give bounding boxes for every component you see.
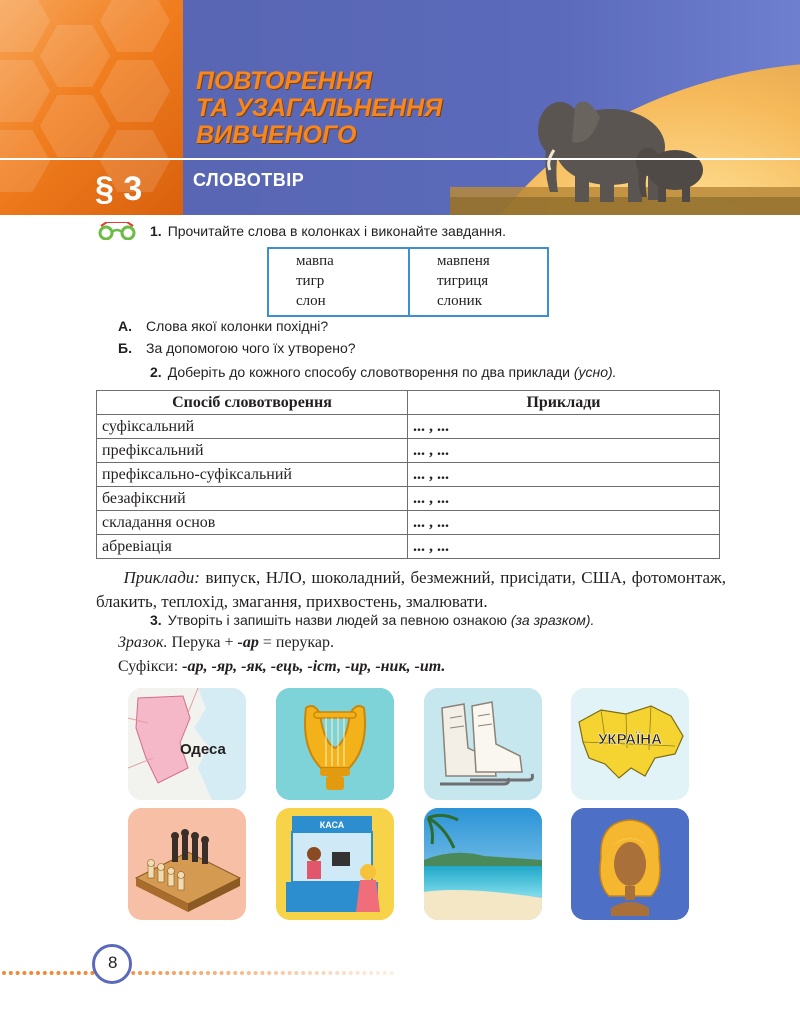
- footer-dot: [165, 971, 169, 975]
- suffixes-line: Суфікси: -ар, -яр, -як, -ець, -іст, -ир, -ник, -ит.: [118, 658, 446, 675]
- sea-beach-image: [424, 808, 542, 920]
- footer-dot: [192, 971, 196, 975]
- footer-dot: [22, 971, 26, 975]
- kasa-label: КАСА: [319, 820, 345, 830]
- footer-dot: [342, 971, 346, 975]
- footer-dot: [383, 971, 387, 975]
- footer-dot: [16, 971, 20, 975]
- table-row: префіксальний ... , ...: [97, 439, 720, 463]
- footer-dot: [43, 971, 47, 975]
- footer-dot: [84, 971, 88, 975]
- footer-dot: [145, 971, 149, 975]
- footer-dot: [70, 971, 74, 975]
- table-row: абревіація ... , ...: [97, 535, 720, 559]
- table-header-examples: Приклади: [408, 391, 720, 415]
- footer-dot: [152, 971, 156, 975]
- table-header-method: Спосіб словотворення: [97, 391, 408, 415]
- footer-dot: [220, 971, 224, 975]
- footer-dot: [390, 971, 394, 975]
- footer-dots: [0, 970, 400, 976]
- paragraph-number: § 3: [95, 170, 143, 208]
- footer-dot: [274, 971, 278, 975]
- footer-dot: [376, 971, 380, 975]
- footer-dot: [369, 971, 373, 975]
- lyre-image: [276, 688, 394, 800]
- footer-dot: [288, 971, 292, 975]
- chess-image: [128, 808, 246, 920]
- footer-dot: [77, 971, 81, 975]
- task-1-prompt: 1. Прочитайте слова в колонках і виконайте завдання.: [150, 223, 506, 239]
- footer-dot: [335, 971, 339, 975]
- cashier-image: [276, 808, 394, 920]
- header-divider: [0, 158, 800, 160]
- footer-dot: [29, 971, 33, 975]
- footer-dot: [9, 971, 13, 975]
- word-columns-box: [267, 247, 549, 317]
- examples-paragraph: Приклади: випуск, НЛО, шоколадний, безмежний, присідати, США, фотомонтаж, блакить, теплохід, змагання, прихвостень, змалювати.: [96, 568, 727, 611]
- footer-dot: [240, 971, 244, 975]
- footer-dot: [158, 971, 162, 975]
- footer-dot: [131, 971, 135, 975]
- footer-dot: [315, 971, 319, 975]
- footer-dot: [233, 971, 237, 975]
- footer-dot: [172, 971, 176, 975]
- table-row: суфіксальний ... , ...: [97, 415, 720, 439]
- section-subtitle: СЛОВОТВІР: [193, 170, 305, 190]
- skates-image: [424, 688, 542, 800]
- footer-dot: [179, 971, 183, 975]
- page-number: 8: [108, 953, 118, 972]
- footer-dot: [2, 971, 6, 975]
- footer-dot: [213, 971, 217, 975]
- glasses-icon: [95, 222, 139, 240]
- word-formation-table: [96, 390, 720, 559]
- footer-dot: [281, 971, 285, 975]
- section-title: ПОВТОРЕННЯ ТА УЗАГАЛЬНЕННЯ ВИВЧЕНОГО: [196, 67, 443, 149]
- footer-dot: [247, 971, 251, 975]
- footer-dot: [226, 971, 230, 975]
- question-b: Б. За допомогою чого їх утворено?: [118, 340, 356, 356]
- footer-dot: [63, 971, 67, 975]
- sample-line: Зразок. Перука + -ар = перукар.: [118, 634, 334, 651]
- footer-dot: [328, 971, 332, 975]
- task-3-prompt: 3. Утворіть і запишіть назви людей за певною ознакою (за зразком).: [150, 612, 595, 628]
- footer-dot: [362, 971, 366, 975]
- wig-image: [571, 808, 689, 920]
- footer-dot: [349, 971, 353, 975]
- table-row: префіксально-суфіксальний ... , ...: [97, 463, 720, 487]
- task-2-prompt: 2. Доберіть до кожного способу словотворення по два приклади (усно).: [150, 364, 617, 380]
- footer-dot: [301, 971, 305, 975]
- ukraine-label: УКРАЇНА: [598, 731, 662, 748]
- table-row: безафіксний ... , ...: [97, 487, 720, 511]
- elephants-photo: [450, 62, 800, 215]
- footer-dot: [56, 971, 60, 975]
- odesa-label: Одеса: [180, 741, 226, 758]
- footer-dot: [186, 971, 190, 975]
- footer-dot: [267, 971, 271, 975]
- footer-dot: [260, 971, 264, 975]
- footer-dot: [50, 971, 54, 975]
- footer-dot: [206, 971, 210, 975]
- left-word-column: мавпа тигр слон: [296, 253, 334, 309]
- footer-dot: [254, 971, 258, 975]
- footer-dot: [294, 971, 298, 975]
- ukraine-map-image: [571, 688, 689, 800]
- question-a: А. Слова якої колонки похідні?: [118, 318, 329, 334]
- right-word-column: мавпеня тигриця слоник: [437, 253, 490, 309]
- footer-dot: [199, 971, 203, 975]
- footer-dot: [322, 971, 326, 975]
- footer-dot: [356, 971, 360, 975]
- odesa-map-image: [128, 688, 246, 800]
- table-row: складання основ ... , ...: [97, 511, 720, 535]
- header-orange-panel: [0, 0, 183, 215]
- footer-dot: [138, 971, 142, 975]
- footer-dot: [308, 971, 312, 975]
- footer-dot: [36, 971, 40, 975]
